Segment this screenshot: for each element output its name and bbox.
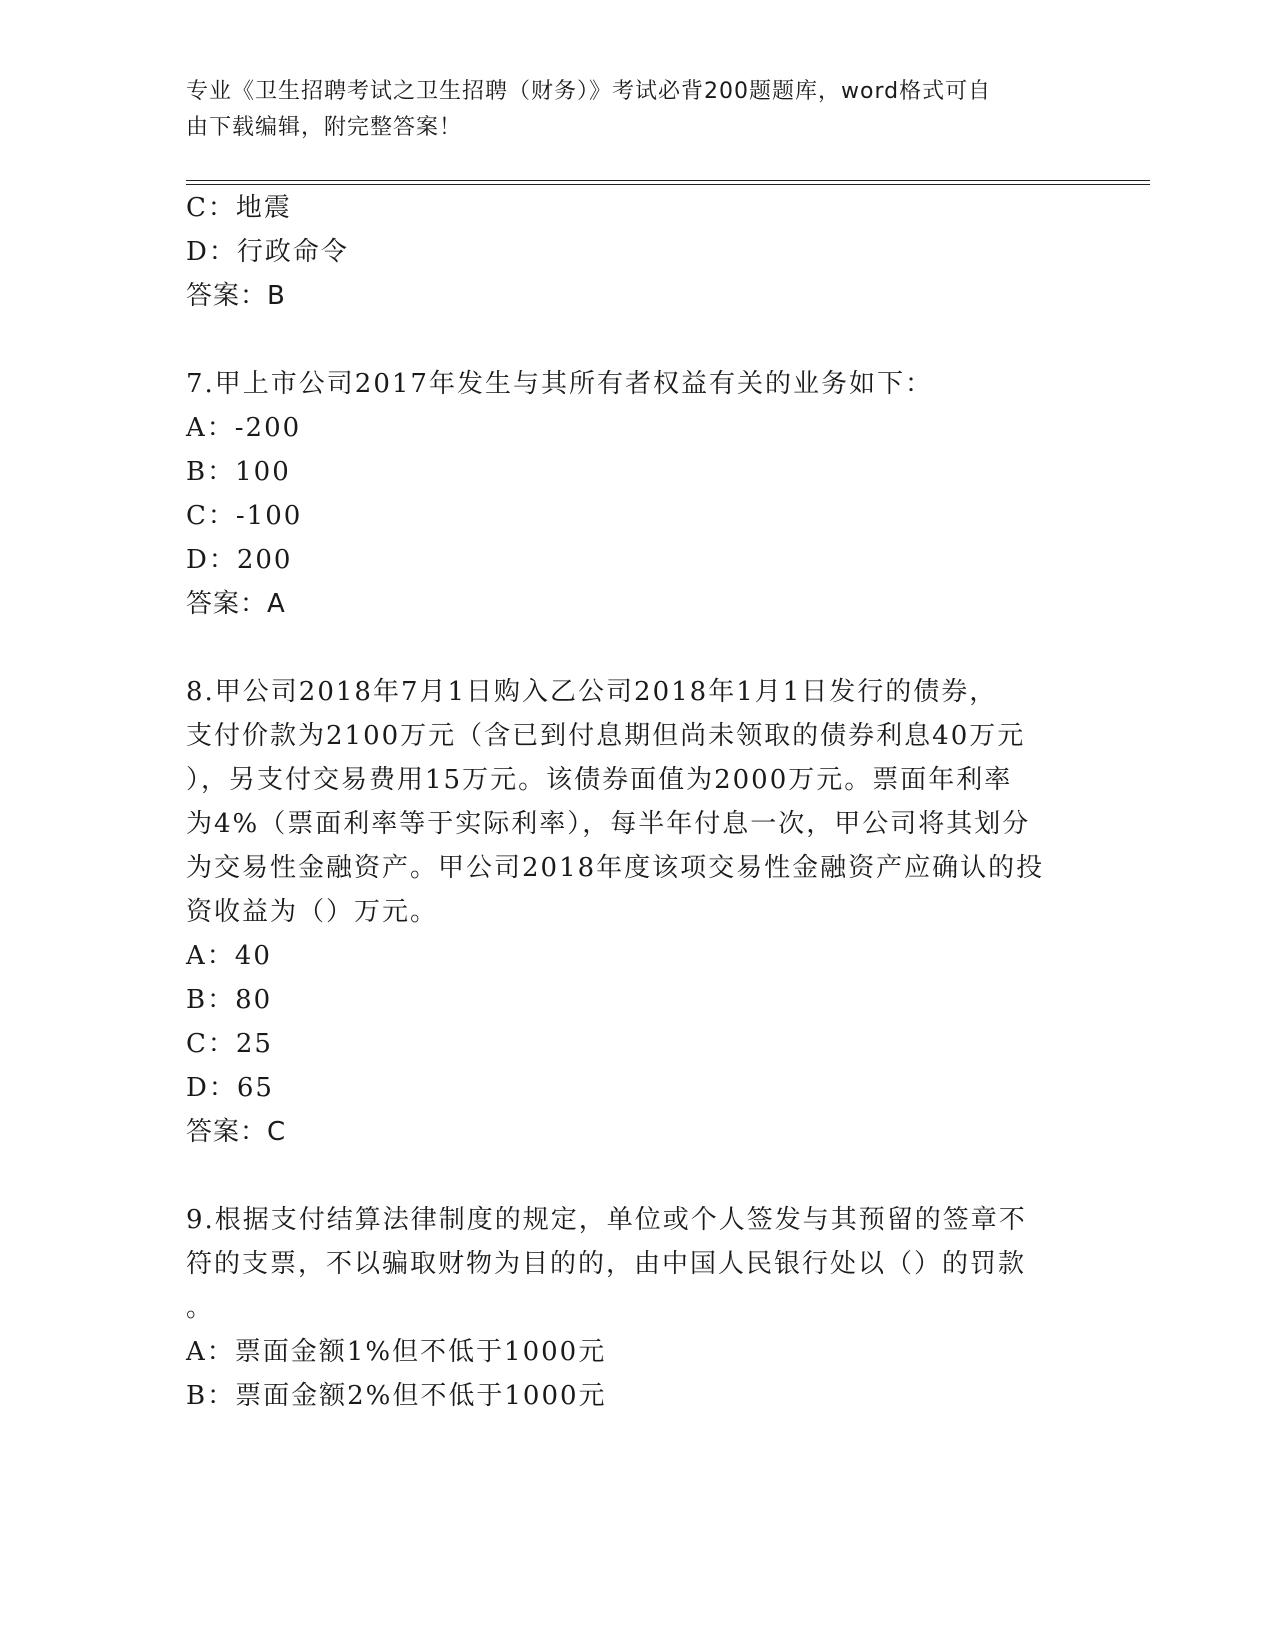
q9-stem-line-3: 。 [186,1293,215,1323]
q7-answer: 答案：A [186,589,286,619]
q9-option-b: B：票面金额2%但不低于1000元 [186,1381,607,1411]
q8-option-b: B：80 [186,985,273,1015]
document-header [186,74,1066,146]
q7-option-a: A：-200 [186,413,302,443]
header-line-1: 专业《卫生招聘考试之卫生招聘（财务）》考试必背200题题库，word格式可自 [186,79,992,104]
q8-option-c: C：25 [186,1029,273,1059]
q8-option-a: A：40 [186,941,272,971]
q8-stem-line-1: 8.甲公司2018年7月1日购入乙公司2018年1月1日发行的债券， [186,677,998,707]
q8-stem-line-2: 支付价款为2100万元（含已到付息期但尚未领取的债券利息40万元 [186,721,1026,751]
q8-stem-line-3: ），另支付交易费用15万元。该债券面值为2000万元。票面年利率 [186,765,1013,795]
header-divider-top [186,180,1150,181]
q8-stem-line-4: 为4%（票面利率等于实际利率），每半年付息一次，甲公司将其划分 [186,809,1031,839]
q8-option-d: D：65 [186,1073,274,1103]
q7-stem: 7.甲上市公司2017年发生与其所有者权益有关的业务如下： [186,369,933,399]
q7-option-d: D：200 [186,545,293,575]
q7-option-c: C：-100 [186,501,303,531]
prev-option-d: D：行政命令 [186,237,349,267]
q9-stem-line-2: 符的支票，不以骗取财物为目的的，由中国人民银行处以（）的罚款 [186,1249,1027,1279]
q9-stem-line-1: 9.根据支付结算法律制度的规定，单位或个人签发与其预留的签章不 [186,1205,1027,1235]
header-divider-bottom [186,184,1150,185]
q8-answer: 答案：C [186,1117,287,1147]
prev-answer: 答案：B [186,281,286,311]
prev-option-c: C：地震 [186,193,292,223]
header-line-2: 由下载编辑，附完整答案！ [186,115,463,140]
q8-stem-line-5: 为交易性金融资产。甲公司2018年度该项交易性金融资产应确认的投 [186,853,1045,883]
q7-option-b: B：100 [186,457,291,487]
q9-option-a: A：票面金额1%但不低于1000元 [186,1337,607,1367]
q8-stem-line-6: 资收益为（）万元。 [186,897,439,927]
